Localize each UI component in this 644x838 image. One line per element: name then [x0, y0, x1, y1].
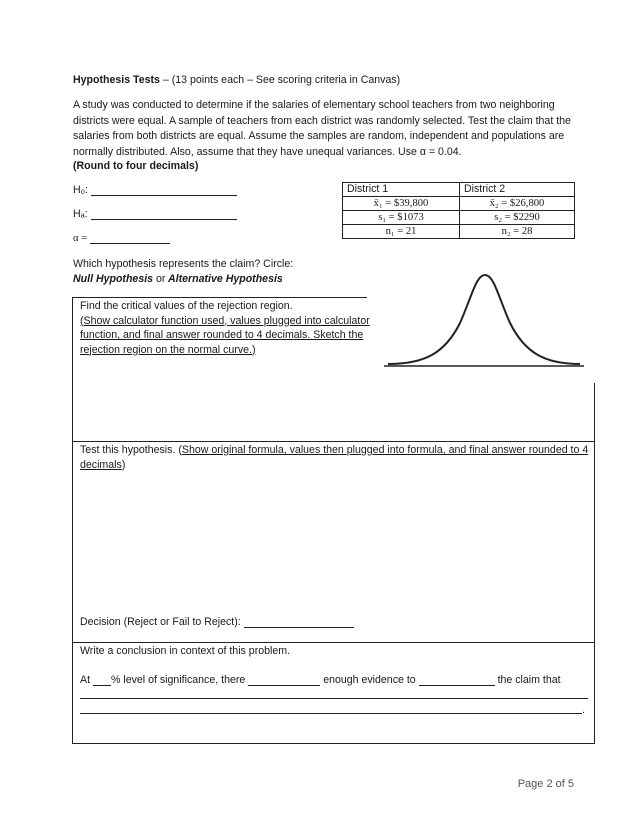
alpha-blank[interactable]: [90, 233, 170, 244]
claim-options: [73, 273, 283, 285]
normal-curve[interactable]: [380, 268, 590, 373]
critical-values-prompt: [80, 299, 370, 357]
page-number: Page 2 of 5: [517, 778, 574, 790]
box-bottom-border: [72, 743, 595, 744]
conclusion-sentence: [80, 674, 561, 686]
table-row: [343, 225, 575, 239]
h0-row: [73, 184, 237, 196]
test-instructions: Show original formula, values then plugged into formula, and final answer rounded to 4 decimals: [80, 444, 589, 471]
decision-row: [80, 616, 354, 628]
table-cell: s₂ = $2290: [460, 211, 575, 225]
conclusion-line[interactable]: [80, 698, 588, 699]
section-divider: [72, 642, 595, 643]
h0-label: H₀:: [73, 184, 88, 196]
table-row: [343, 197, 575, 211]
claim-question: Which hypothesis represents the claim? Circle:: [73, 258, 294, 270]
table-cell: x̄₂ = $26,800: [460, 197, 575, 211]
conclusion-at: At: [80, 674, 91, 686]
ha-blank[interactable]: [91, 209, 237, 220]
decision-label: Decision (Reject or Fail to Reject):: [80, 616, 241, 628]
conclusion-line[interactable]: [80, 713, 582, 714]
bell-curve-path: [388, 275, 580, 364]
conclusion-level: % level of significance, there: [111, 674, 246, 686]
table-header-row: [343, 183, 575, 197]
critical-values-title: Find the critical values of the rejection region.: [80, 300, 293, 312]
critical-values-instructions: (Show calculator function used, values plugged into calculator function, and final answer rounded to 4 decimals. Sketch the rejection region on the normal curve.): [80, 314, 370, 356]
or-text: or: [156, 273, 166, 285]
ha-label: Hₐ:: [73, 208, 88, 220]
section-divider: [72, 441, 595, 442]
test-suffix: ): [121, 459, 126, 471]
left-border: [72, 297, 73, 744]
rounding-note: (Round to four decimals): [73, 160, 199, 172]
conclusion-enough: enough evidence to: [323, 674, 416, 686]
table-cell: n₂ = 28: [460, 225, 575, 239]
table-cell: x̄₁ = $39,800: [343, 197, 460, 211]
test-prefix: Test this hypothesis. (: [80, 444, 182, 456]
problem-statement: A study was conducted to determine if the salaries of elementary school teachers from two neighboring districts were equal. A sample of teachers from each district was randomly selected. Test the claim that the salaries from both districts are equal. Assume the samples are random, independent and populations are normally distributed. Also, assume that they have unequal variances. Use α = 0.04.: [73, 99, 571, 158]
h0-blank[interactable]: [91, 185, 237, 196]
critical-box-top-border: [72, 297, 367, 298]
significance-blank[interactable]: [93, 675, 111, 686]
table-header: District 1: [343, 183, 460, 197]
right-border: [594, 383, 595, 744]
period: .: [582, 704, 585, 716]
test-prompt: [80, 443, 590, 473]
alpha-label: α =: [73, 233, 88, 244]
table-row: [343, 211, 575, 225]
conclusion-prompt: Write a conclusion in context of this problem.: [80, 645, 291, 657]
ha-row: [73, 208, 237, 220]
district-table: [342, 182, 575, 239]
table-cell: n₁ = 21: [343, 225, 460, 239]
table-cell: s₁ = $1073: [343, 211, 460, 225]
conclusion-claim-that: the claim that: [497, 674, 561, 686]
table-header: District 2: [460, 183, 575, 197]
null-hypothesis-option[interactable]: Null Hypothesis: [73, 273, 154, 285]
evidence-blank[interactable]: [248, 675, 320, 686]
alpha-row: [73, 232, 170, 244]
alternative-hypothesis-option[interactable]: Alternative Hypothesis: [168, 273, 283, 285]
decision-blank[interactable]: [244, 617, 354, 628]
support-reject-blank[interactable]: [419, 675, 495, 686]
section-title: Hypothesis Tests – (13 points each – See scoring criteria in Canvas): [73, 74, 401, 86]
